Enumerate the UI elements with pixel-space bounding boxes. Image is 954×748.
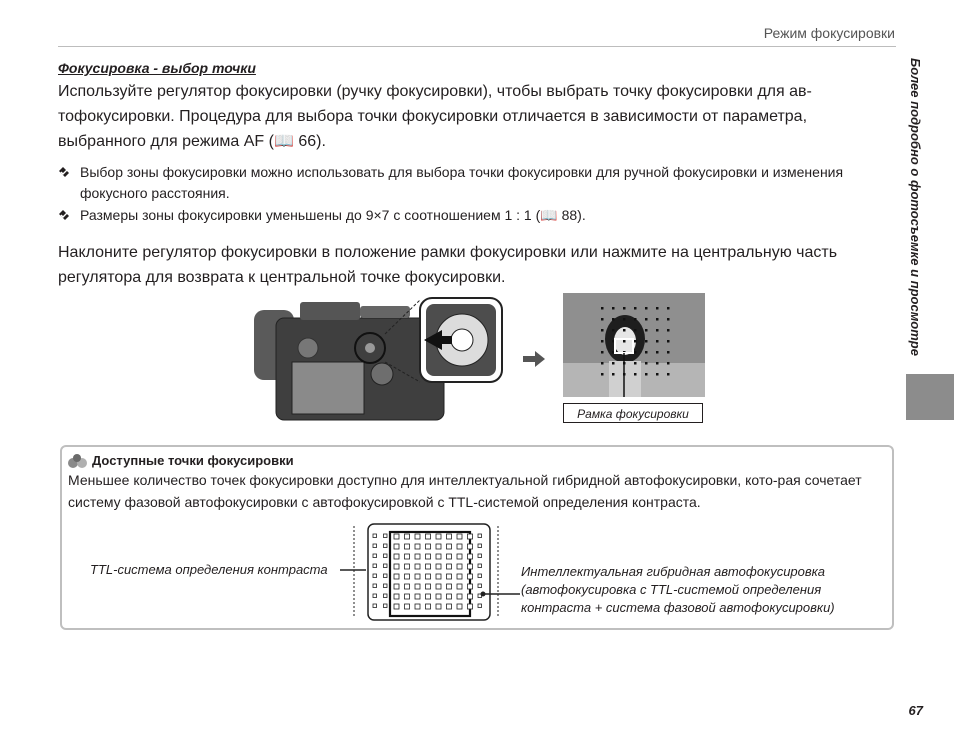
focus-point: [394, 554, 399, 559]
focus-point: [373, 584, 377, 588]
focus-point: [468, 604, 473, 609]
viewfinder-point: [612, 329, 615, 332]
viewfinder-point: [656, 340, 659, 343]
focus-point: [384, 584, 388, 588]
viewfinder-point: [634, 351, 637, 354]
focus-point: [478, 574, 482, 578]
subject-body: [609, 361, 641, 397]
focus-point: [468, 534, 473, 539]
focus-point: [457, 574, 462, 579]
focus-point: [468, 564, 473, 569]
focus-point: [405, 564, 410, 569]
focus-point: [394, 574, 399, 579]
viewfinder-point: [656, 351, 659, 354]
focus-point: [457, 584, 462, 589]
bullet-item-1: [58, 162, 878, 204]
instruction-paragraph: Наклоните регулятор фокусировки в положение рамки фокусировки или нажмите на центральную часть регулятора для возврата к центральной точке фокусировки.: [58, 244, 838, 286]
viewfinder-point: [667, 307, 670, 310]
focus-point: [373, 604, 377, 608]
focus-point: [436, 594, 441, 599]
focus-point: [447, 574, 452, 579]
viewfinder-point: [601, 362, 604, 365]
viewfinder-point: [667, 351, 670, 354]
focus-point: [457, 554, 462, 559]
focus-point: [415, 574, 420, 579]
focus-point: [468, 554, 473, 559]
note-body: Меньшее количество точек фокусировки доступно для интеллектуальной гибридной автофокусировки, кото-рая сочетает систему фазовой автофокусировки с автофокусировкой с TTL-системой определения контраста.: [68, 472, 862, 510]
focus-point: [478, 584, 482, 588]
focus-point: [384, 554, 388, 558]
focus-point: [447, 594, 452, 599]
focus-point: [415, 544, 420, 549]
focus-point: [478, 564, 482, 568]
viewfinder-point: [601, 373, 604, 376]
focus-point: [426, 574, 431, 579]
focus-point: [478, 604, 482, 608]
bullet-check-icon: [58, 166, 70, 178]
focus-point: [478, 534, 482, 538]
viewfinder-point: [645, 340, 648, 343]
focus-point: [384, 564, 388, 568]
focus-point: [394, 564, 399, 569]
viewfinder-point: [612, 307, 615, 310]
viewfinder-point: [612, 318, 615, 321]
top-plate: [360, 306, 410, 318]
focus-point: [415, 594, 420, 599]
dial-icon: [298, 338, 318, 358]
hybrid-af-label: Интеллектуальная гибридная автофокусировка (автофокусировка с TTL-системой определения контраста + система фазовой автофокусировки): [521, 564, 835, 615]
rear-screen: [292, 362, 364, 414]
focus-point: [405, 574, 410, 579]
focus-point: [405, 544, 410, 549]
focus-point: [457, 544, 462, 549]
focus-point: [426, 544, 431, 549]
focus-point: [405, 554, 410, 559]
focus-point: [426, 564, 431, 569]
focus-point: [405, 594, 410, 599]
viewfinder-point: [667, 329, 670, 332]
viewfinder-point: [645, 351, 648, 354]
intro-paragraph: Используйте регулятор фокусировки (ручку фокусировки), чтобы выбрать точку фокусировки для ав-тофокусировки. Процедура для выбора точки фокусировки отличается в зависимости от параметра, выбранного для режима AF (📖 66).: [58, 83, 812, 150]
focus-stick-icon: [365, 343, 375, 353]
focus-point: [426, 604, 431, 609]
focus-stick-knob: [451, 329, 473, 351]
viewfinder-point: [634, 329, 637, 332]
focus-point: [447, 584, 452, 589]
focus-point: [384, 544, 388, 548]
viewfinder-point: [601, 307, 604, 310]
note-icon: [67, 453, 89, 469]
focus-point: [457, 534, 462, 539]
viewfinder-photo: [563, 293, 705, 397]
focus-point: [447, 554, 452, 559]
focus-point: [447, 544, 452, 549]
focus-point: [436, 544, 441, 549]
viewfinder-point: [623, 318, 626, 321]
focus-frame-caption: Рамка фокусировки: [563, 403, 703, 423]
focus-point: [447, 564, 452, 569]
viewfinder-point: [645, 373, 648, 376]
focus-point: [436, 604, 441, 609]
viewfinder-point: [667, 362, 670, 365]
focus-point: [373, 594, 377, 598]
leader-dot: [481, 592, 486, 597]
focus-point: [394, 534, 399, 539]
side-tab-text: Более подробно о фотосъемке и просмотре: [908, 58, 923, 356]
viewfinder-point: [601, 340, 604, 343]
viewfinder-point: [634, 307, 637, 310]
focus-point: [436, 554, 441, 559]
viewfinder-point: [645, 329, 648, 332]
viewfinder-point: [667, 318, 670, 321]
section-title: Фокусировка - выбор точки: [58, 60, 256, 76]
focus-point: [478, 544, 482, 548]
viewfinder-point: [634, 340, 637, 343]
focus-point: [384, 534, 388, 538]
focus-point: [447, 604, 452, 609]
focus-point: [426, 554, 431, 559]
focus-point: [457, 564, 462, 569]
viewfinder-hump: [300, 302, 360, 320]
focus-point: [405, 534, 410, 539]
running-header: Режим фокусировки: [763, 25, 895, 41]
bullet-text-1: Выбор зоны фокусировки можно использовать для выбора точки фокусировки для ручной фокусировки и изменения фокусного расстояния.: [80, 164, 844, 201]
focus-point: [436, 574, 441, 579]
ttl-contrast-label: TTL-система определения контраста: [90, 562, 328, 577]
focus-point: [447, 534, 452, 539]
focus-point: [394, 604, 399, 609]
focus-point: [415, 584, 420, 589]
page-number: 67: [908, 703, 923, 718]
arrow-right-icon: [523, 350, 547, 368]
focus-point: [468, 584, 473, 589]
viewfinder-point: [656, 362, 659, 365]
focus-point: [436, 534, 441, 539]
focus-point: [457, 604, 462, 609]
viewfinder-point: [623, 340, 626, 343]
viewfinder-point: [667, 373, 670, 376]
viewfinder-point: [645, 362, 648, 365]
focus-point: [415, 554, 420, 559]
focus-point: [405, 584, 410, 589]
focus-point: [457, 594, 462, 599]
control-wheel-icon: [371, 363, 393, 385]
focus-point: [468, 544, 473, 549]
bullet-check-icon: [58, 209, 70, 221]
viewfinder-point: [612, 362, 615, 365]
viewfinder-point: [645, 307, 648, 310]
focus-point: [373, 534, 377, 538]
bullet-item-2: [58, 205, 878, 226]
focus-point: [373, 554, 377, 558]
focus-point: [405, 604, 410, 609]
focus-point: [415, 604, 420, 609]
focus-point: [436, 564, 441, 569]
focus-point: [478, 554, 482, 558]
focus-point: [373, 574, 377, 578]
focus-point: [384, 604, 388, 608]
focus-point: [384, 594, 388, 598]
bullet-text-2: Размеры зоны фокусировки уменьшены до 9×7 с соотношением 1 : 1 (📖 88).: [80, 207, 586, 223]
focus-point: [373, 544, 377, 548]
viewfinder-point: [623, 307, 626, 310]
focus-point: [415, 534, 420, 539]
viewfinder-point: [656, 373, 659, 376]
focus-point: [373, 564, 377, 568]
focus-point: [426, 584, 431, 589]
note-title: Доступные точки фокусировки: [92, 453, 294, 468]
viewfinder-point: [601, 351, 604, 354]
viewfinder-point: [656, 318, 659, 321]
viewfinder-point: [634, 318, 637, 321]
viewfinder-point: [634, 362, 637, 365]
viewfinder-point: [645, 318, 648, 321]
focus-point: [415, 564, 420, 569]
header-rule: [58, 46, 896, 47]
focus-point: [394, 544, 399, 549]
viewfinder-point: [656, 307, 659, 310]
viewfinder-point: [623, 329, 626, 332]
side-tab: [906, 374, 954, 420]
viewfinder-point: [612, 373, 615, 376]
focus-point: [426, 534, 431, 539]
focus-point: [436, 584, 441, 589]
focus-point: [394, 584, 399, 589]
viewfinder-point: [601, 318, 604, 321]
viewfinder-point: [667, 340, 670, 343]
focus-point: [394, 594, 399, 599]
focus-points-diagram: [340, 522, 520, 622]
viewfinder-point: [656, 329, 659, 332]
camera-illustration: [248, 290, 520, 430]
focus-point: [426, 594, 431, 599]
focus-point: [468, 594, 473, 599]
focus-point: [468, 574, 473, 579]
focus-point: [384, 574, 388, 578]
viewfinder-point: [634, 373, 637, 376]
viewfinder-point: [601, 329, 604, 332]
